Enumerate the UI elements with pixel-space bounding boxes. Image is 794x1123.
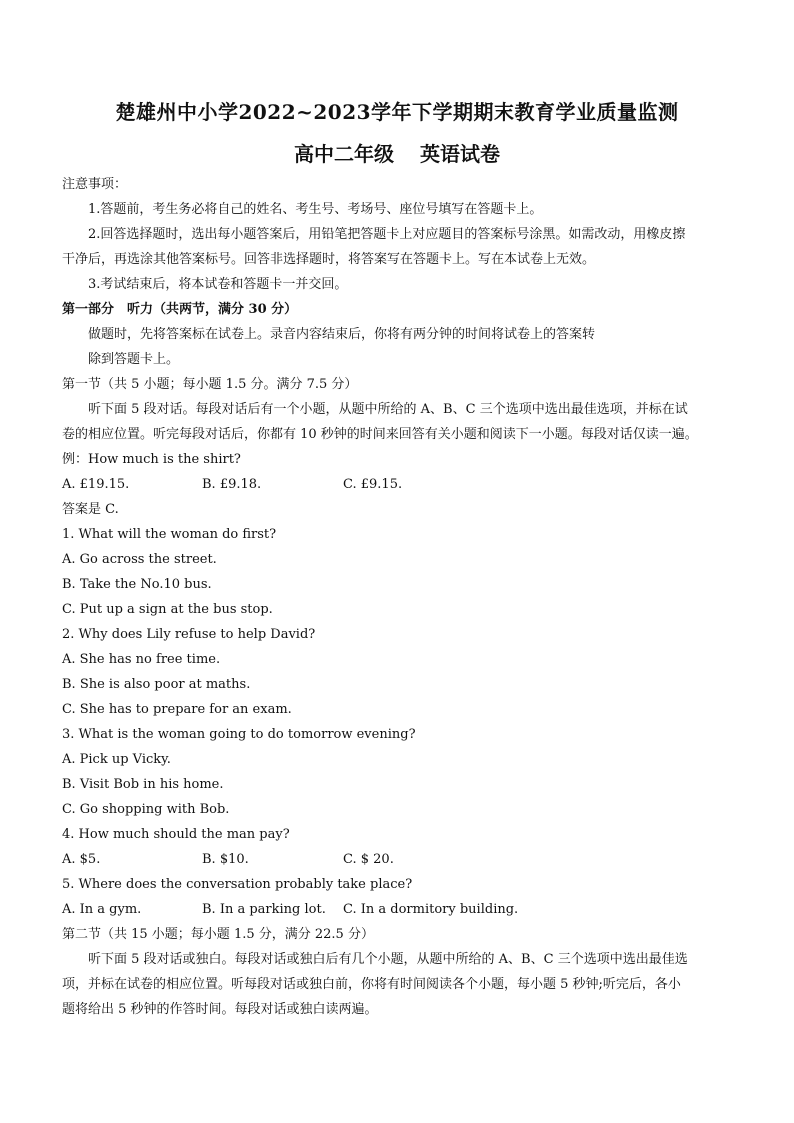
options-row: [62, 847, 742, 872]
example-options: [62, 472, 742, 497]
option: B. In a parking lot.: [202, 902, 326, 917]
part1-intro: 做题时，先将答案标在试卷上。录音内容结束后，你将有两分钟的时间将试卷上的答案转: [88, 327, 596, 342]
subject-label: 英语试卷: [420, 142, 500, 166]
part1-intro: 除到答题卡上。: [88, 352, 180, 367]
section2-heading: 第二节（共 15 小题；每小题 1.5 分，满分 22.5 分）: [62, 927, 374, 942]
note-item: 1.答题前，考生务必将自己的姓名、考生号、考场号、座位号填写在答题卡上。: [88, 202, 543, 217]
option: C. $ 20.: [343, 852, 394, 867]
option: A. Go across the street.: [62, 552, 217, 567]
section2-intro-continued: 题将给出 5 秒钟的作答时间。每段对话或独白读两遍。: [62, 1002, 378, 1017]
section2-intro: 听下面 5 段对话或独白。每段对话或独白后有几个小题，从题中所给的 A、B、C 三个选项中选出最佳选: [88, 952, 688, 967]
option: A. £19.15.: [62, 477, 130, 492]
example-question: 例：How much is the shirt?: [62, 452, 241, 467]
question: 2. Why does Lily refuse to help David?: [62, 627, 316, 642]
option: C. She has to prepare for an exam.: [62, 702, 292, 717]
option: C. Go shopping with Bob.: [62, 802, 230, 817]
option: B. £9.18.: [202, 477, 262, 492]
question: 4. How much should the man pay?: [62, 827, 290, 842]
question: 1. What will the woman do first?: [62, 527, 277, 542]
option: B. Take the No.10 bus.: [62, 577, 212, 592]
note-item: 3.考试结束后，将本试卷和答题卡一并交回。: [88, 277, 348, 292]
grade-label: 高中二年级: [294, 142, 394, 166]
option: B. $10.: [202, 852, 249, 867]
note-item: 2.回答选择题时，选出每小题答案后，用铅笔把答题卡上对应题目的答案标号涂黑。如需改动，用橡皮擦: [88, 227, 686, 242]
option: A. Pick up Vicky.: [62, 752, 171, 767]
question: 3. What is the woman going to do tomorrow evening?: [62, 727, 416, 742]
option: B. She is also poor at maths.: [62, 677, 251, 692]
question: 5. Where does the conversation probably take place?: [62, 877, 413, 892]
options-row: [62, 897, 742, 922]
exam-subtitle: [0, 138, 794, 167]
option: A. She has no free time.: [62, 652, 221, 667]
exam-body: [62, 172, 742, 1022]
option: B. Visit Bob in his home.: [62, 777, 224, 792]
notes-heading: 注意事项：: [62, 177, 128, 192]
part1-heading: 第一部分 听力（共两节，满分 30 分）: [62, 302, 298, 317]
section1-intro: 听下面 5 段对话。每段对话后有一个小题，从题中所给的 A、B、C 三个选项中选出最佳选项，并标在试: [88, 402, 688, 417]
option: C. In a dormitory building.: [343, 902, 519, 917]
section1-heading: 第一节（共 5 小题；每小题 1.5 分。满分 7.5 分）: [62, 377, 358, 392]
example-answer: 答案是 C.: [62, 502, 119, 517]
section2-intro-continued: 项，并标在试卷的相应位置。听每段对话或独白前，你将有时间阅读各个小题，每小题 5 秒钟;听完后，各小: [62, 977, 681, 992]
exam-title: 楚雄州中小学2022~2023学年下学期期末教育学业质量监测: [115, 100, 679, 124]
section1-intro-continued: 卷的相应位置。听完每段对话后，你都有 10 秒钟的时间来回答有关小题和阅读下一小题。每段对话仅读一遍。: [62, 427, 698, 442]
note-item-continued: 干净后，再选涂其他答案标号。回答非选择题时，将答案写在答题卡上。写在本试卷上无效。: [62, 252, 596, 267]
option: A. In a gym.: [62, 902, 142, 917]
option: C. £9.15.: [343, 477, 403, 492]
option: C. Put up a sign at the bus stop.: [62, 602, 273, 617]
option: A. $5.: [62, 852, 101, 867]
